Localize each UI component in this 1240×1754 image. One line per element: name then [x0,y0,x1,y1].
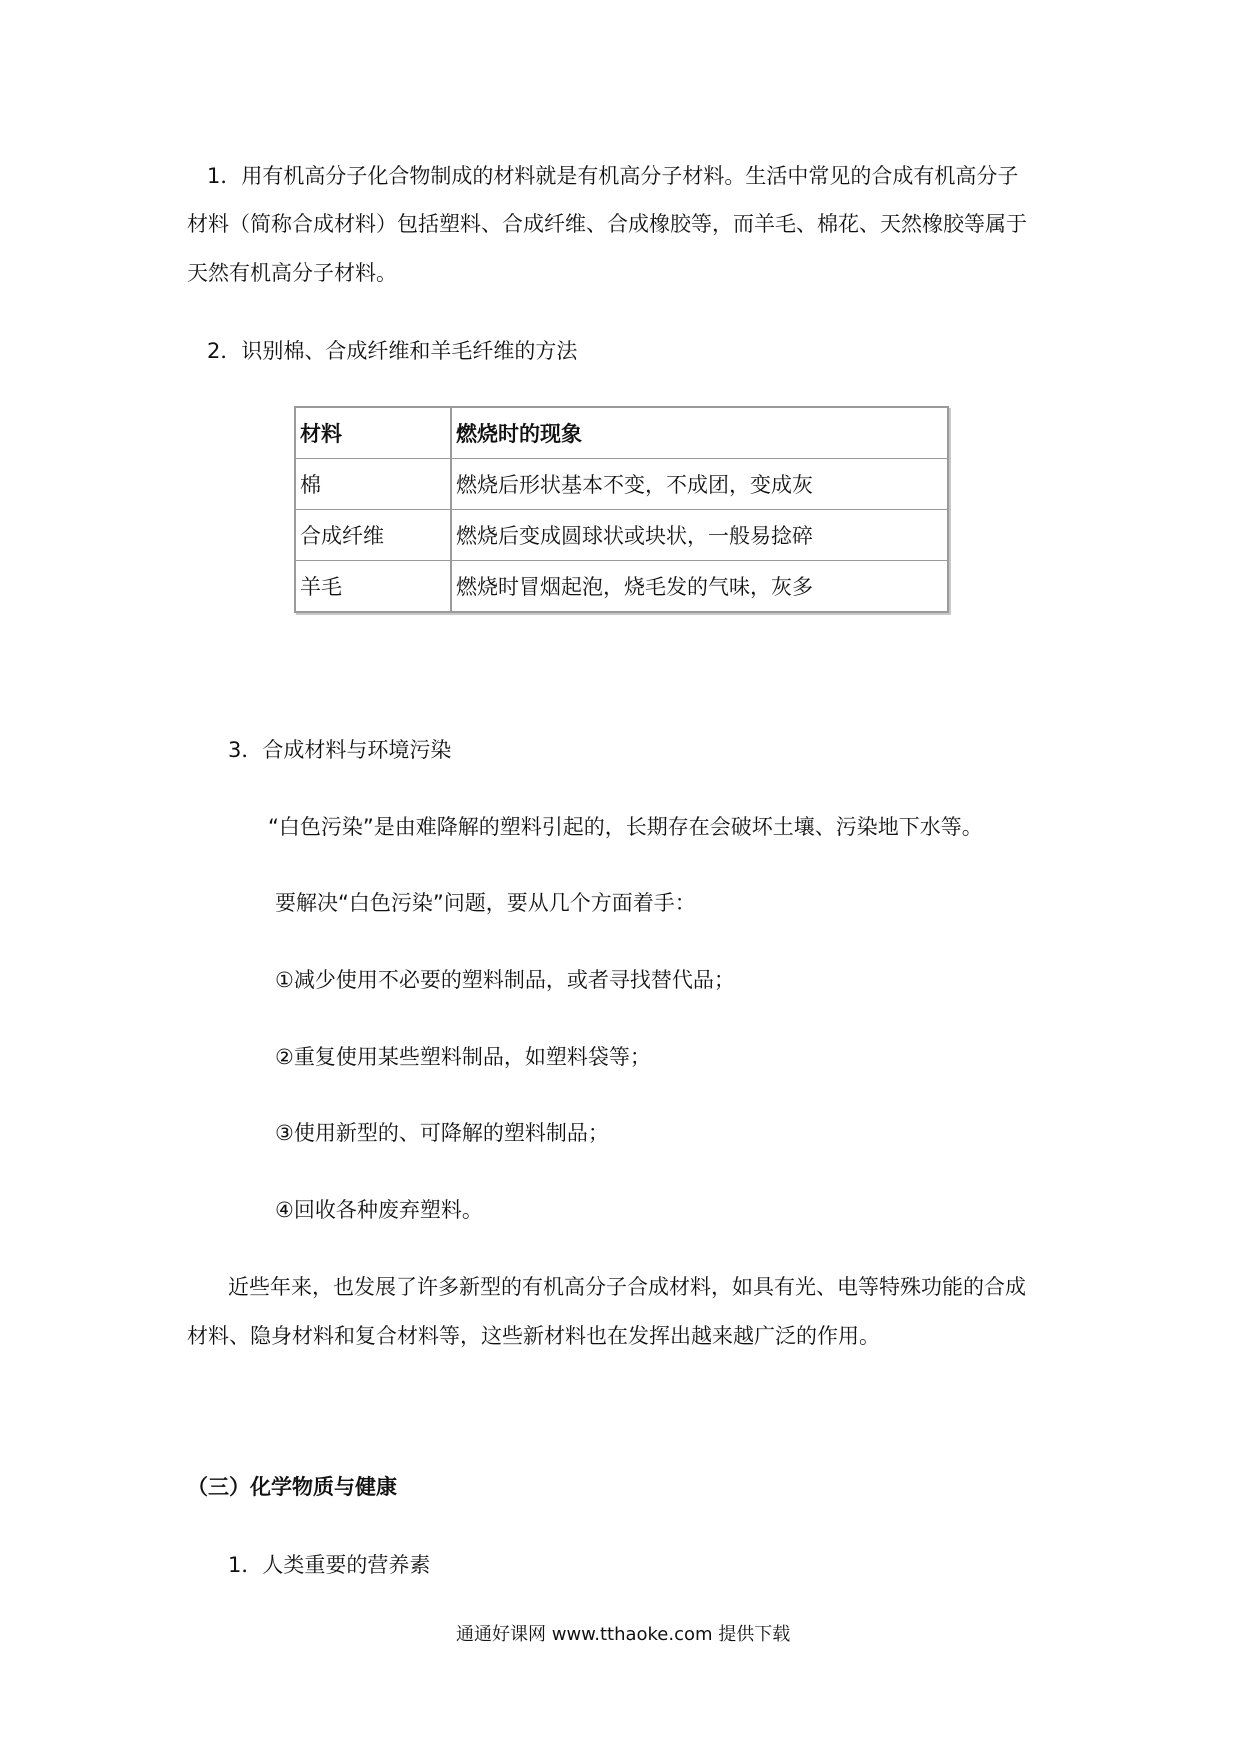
paragraph-1-line-2: 材料（简称合成材料）包括塑料、合成纤维、合成橡胶等，而羊毛、棉花、天然橡胶等属于 [187,212,1027,236]
table-row [295,510,948,561]
table-cell-phenomenon: 燃烧后形状基本不变，不成团，变成灰 [451,459,948,510]
table-row [295,459,948,510]
chapter-title: （三）化学物质与健康 [187,1475,397,1499]
table-header-phenomenon: 燃烧时的现象 [451,407,948,459]
paragraph-1-line-1: 1．用有机高分子化合物制成的材料就是有机高分子材料。生活中常见的合成有机高分子 [207,164,1019,188]
table-cell-material: 合成纤维 [295,510,451,561]
closing-paragraph-line-2: 材料、隐身材料和复合材料等，这些新材料也在发挥出越来越广泛的作用。 [187,1324,880,1348]
measure-item: ②重复使用某些塑料制品，如塑料袋等； [275,1045,651,1069]
item-3-heading: 3．合成材料与环境污染 [228,738,452,762]
item-2-heading: 2．识别棉、合成纤维和羊毛纤维的方法 [207,339,578,363]
table-cell-phenomenon: 燃烧时冒烟起泡，烧毛发的气味，灰多 [451,561,948,613]
measure-item: ③使用新型的、可降解的塑料制品； [275,1121,609,1145]
chapter-item-1: 1．人类重要的营养素 [228,1553,431,1577]
measure-item: ①减少使用不必要的塑料制品，或者寻找替代品； [275,968,735,992]
table-row [295,561,948,613]
measure-item: ④回收各种废弃塑料。 [275,1198,483,1222]
table-header-material: 材料 [295,407,451,459]
page-footer: 通通好课网 www.tthaoke.com 提供下载 [456,1624,791,1645]
closing-paragraph-line-1: 近些年来，也发展了许多新型的有机高分子合成材料，如具有光、电等特殊功能的合成 [228,1275,1026,1299]
table-cell-phenomenon: 燃烧后变成圆球状或块状，一般易捻碎 [451,510,948,561]
solution-intro: 要解决“白色污染”问题，要从几个方面着手： [275,891,696,915]
table-cell-material: 棉 [295,459,451,510]
paragraph-1-line-3: 天然有机高分子材料。 [187,261,397,285]
table-cell-material: 羊毛 [295,561,451,613]
white-pollution-paragraph: “白色污染”是由难降解的塑料引起的，长期存在会破坏土壤、污染地下水等。 [268,815,983,839]
fiber-burning-table [294,406,949,613]
table-header-row [295,407,948,459]
